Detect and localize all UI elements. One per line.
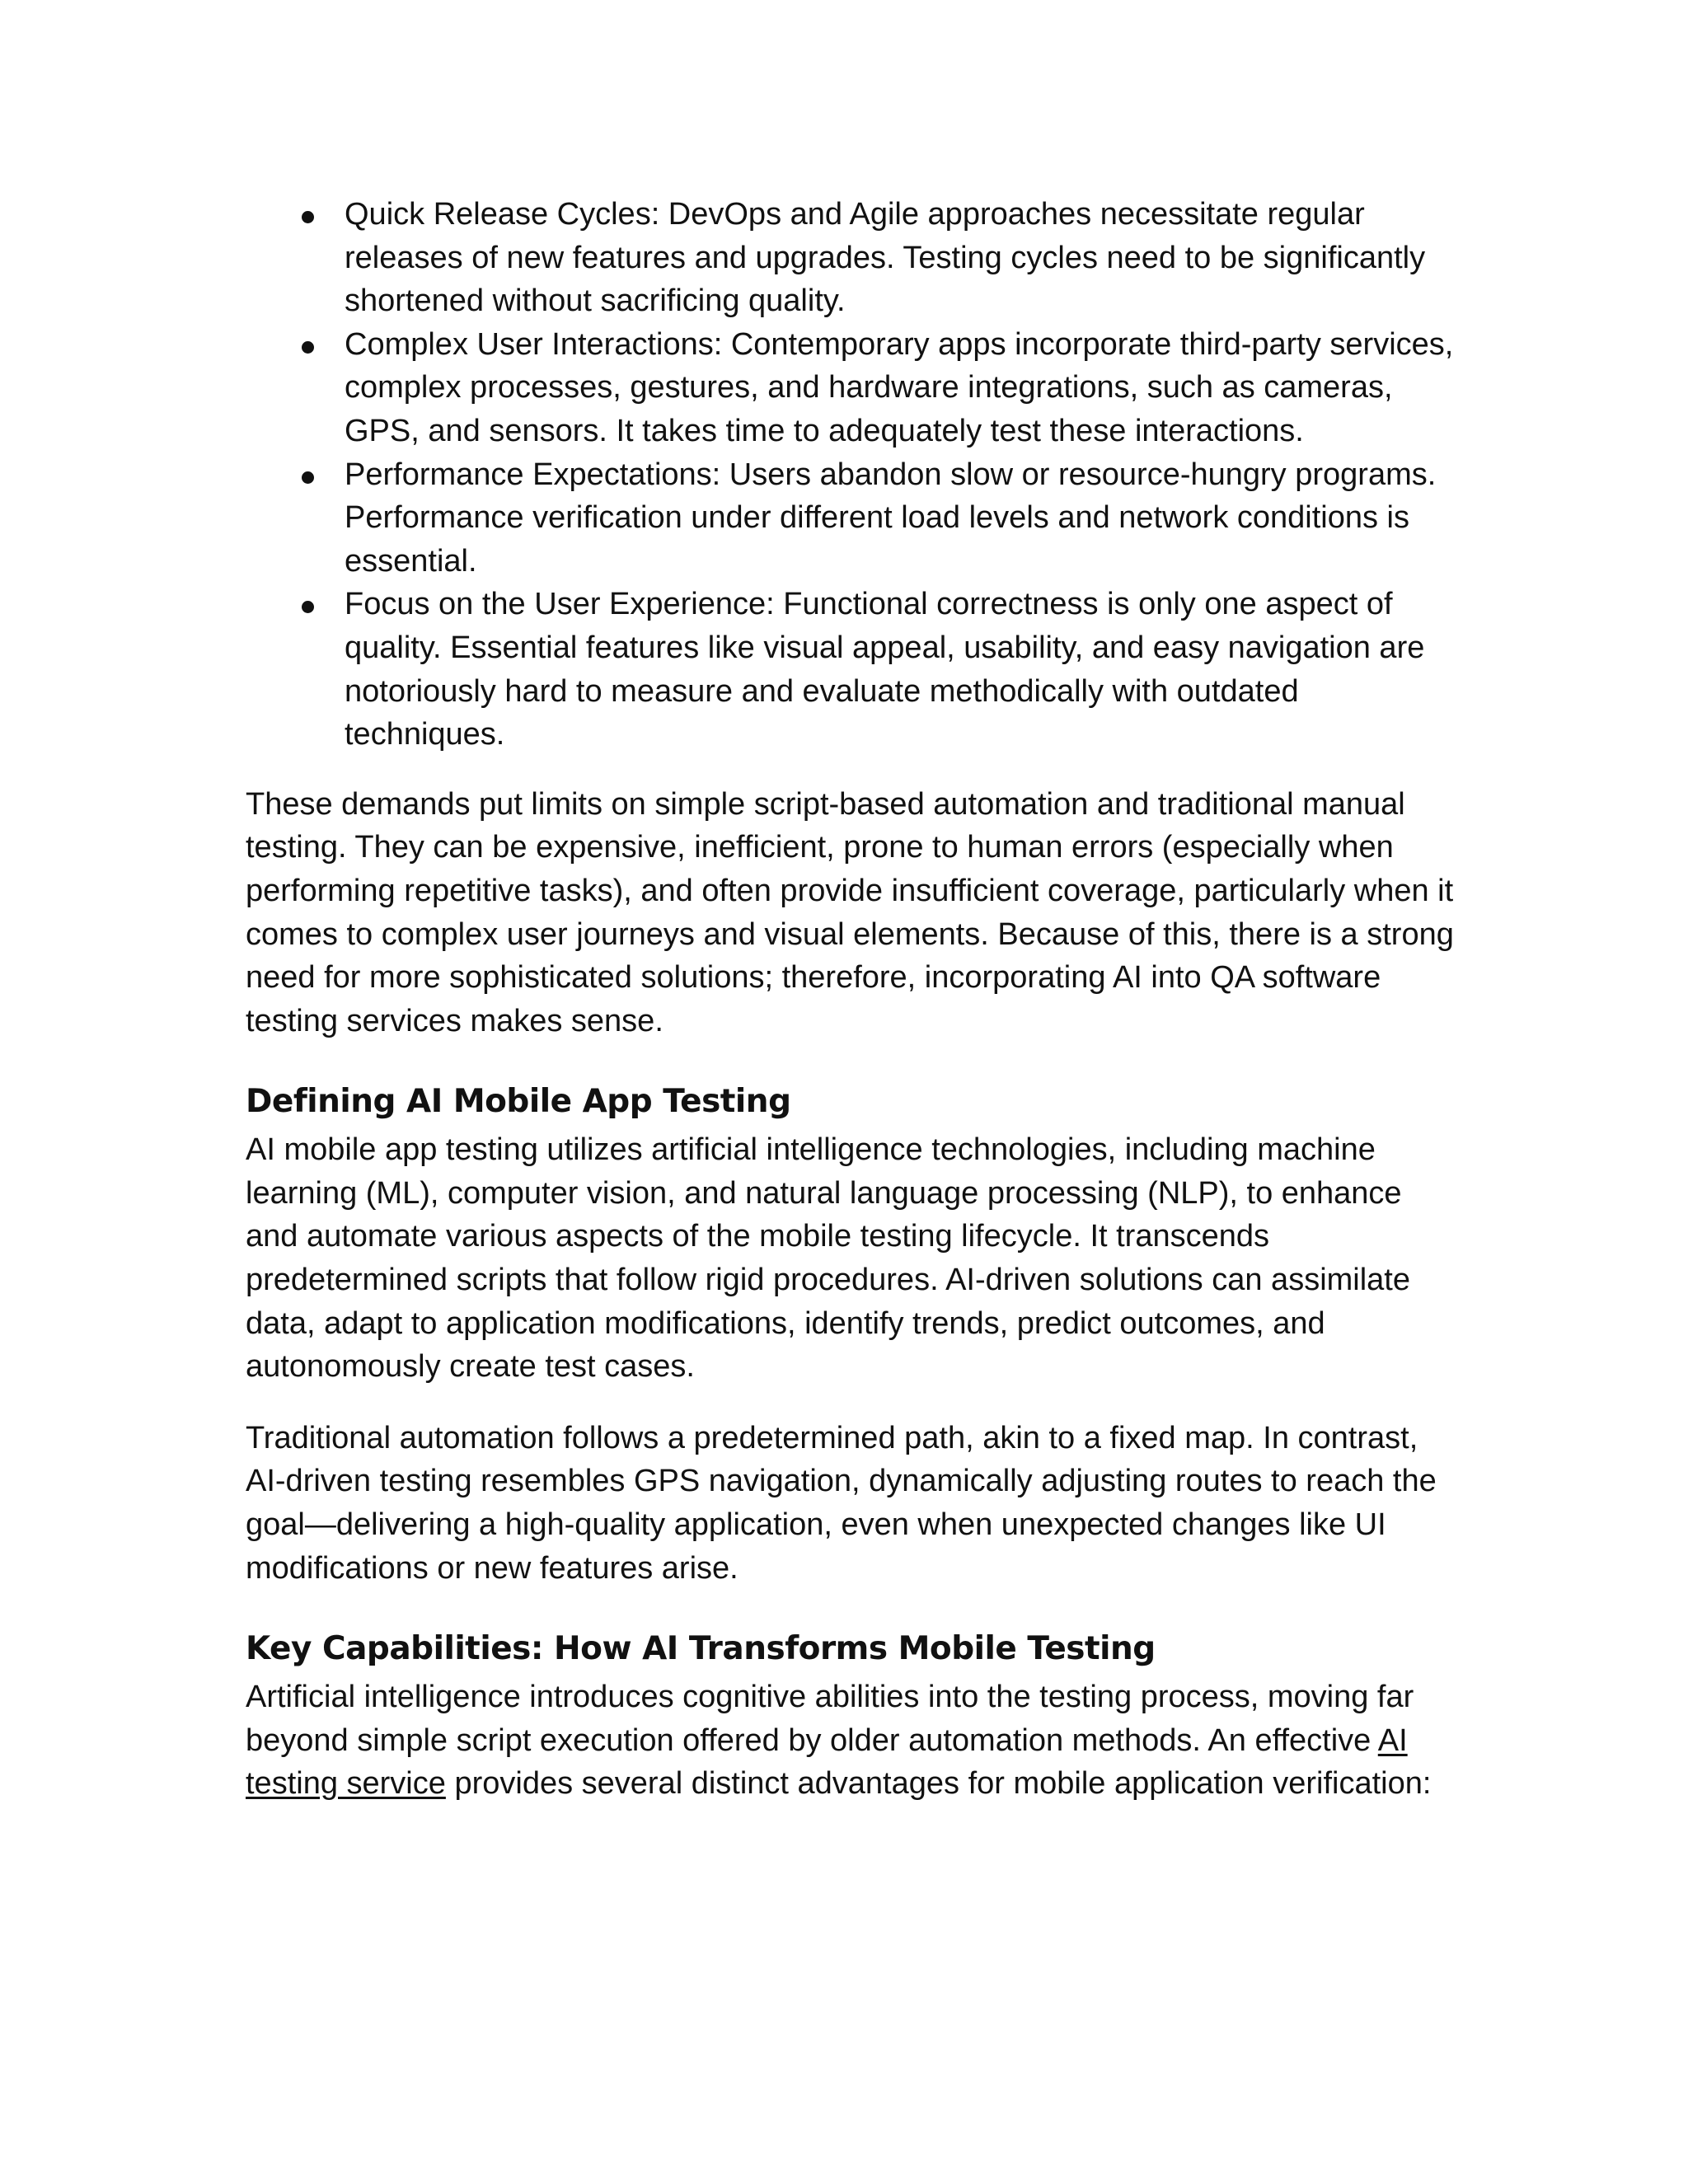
bullet-item-user-experience <box>246 583 1457 756</box>
bullet-item-performance <box>246 453 1457 583</box>
document-content <box>246 193 1457 1834</box>
heading-defining-ai-testing: Defining AI Mobile App Testing <box>246 1083 791 1121</box>
bullet-text: Quick Release Cycles: DevOps and Agile approaches necessitate regular releases of new features and upgrades. Testing cycles need to be significantly shortened without sacrificing quality. <box>345 197 1426 319</box>
heading-key-capabilities: Key Capabilities: How AI Transforms Mobile Testing <box>246 1630 1156 1668</box>
intro-paragraph: These demands put limits on simple script-based automation and traditional manual testing. They can be expensive, inefficient, prone to human errors (especially when performing repetitive tasks), and often provide insufficient coverage, particularly when it comes to complex user journeys and visual elements. Because of this, there is a strong need for more sophisticated solutions; therefore, incorporating AI into QA software testing services makes sense. <box>246 786 1454 1038</box>
bullet-item-quick-release <box>246 193 1457 323</box>
ai-testing-service-link[interactable]: AI testing service <box>246 1722 1408 1802</box>
bullet-text: Complex User Interactions: Contemporary apps incorporate third-party services, complex processes, gestures, and hardware integrations, such as cameras, GPS, and sensors. It takes time to adequately test these interactions. <box>345 326 1454 448</box>
bullet-icon <box>302 471 314 484</box>
bullet-text: Focus on the User Experience: Functional correctness is only one aspect of quality. Essential features like visual appeal, usability, and easy navigation are notoriously hard to measure and evaluate methodically with outdated techniques. <box>345 587 1425 752</box>
bullet-text: Performance Expectations: Users abandon slow or resource-hungry programs. Performance verification under different load levels and network conditions is essential. <box>345 457 1437 579</box>
bullet-item-complex-interactions <box>246 323 1457 453</box>
bullet-icon <box>302 601 314 613</box>
bullet-icon <box>302 341 314 354</box>
defining-paragraph-1: AI mobile app testing utilizes artificial intelligence technologies, including machine learning (ML), computer vision, and natural language processing (NLP), to enhance and automate various aspects of the mobile testing lifecycle. It transcends predetermined scripts that follow rigid procedures. AI-driven solutions can assimilate data, adapt to application modifications, identify trends, predict outcomes, and autonomously create test cases. <box>246 1132 1410 1385</box>
defining-paragraph-2: Traditional automation follows a predetermined path, akin to a fixed map. In contrast, AI-driven testing resembles GPS navigation, dynamically adjusting routes to reach the goal—delivering a high-quality application, even when unexpected changes like UI modifications or new features arise. <box>246 1420 1437 1586</box>
capabilities-text-before-link: Artificial intelligence introduces cognitive abilities into the testing process, moving far beyond simple script execution offered by older automation methods. An effective <box>246 1680 1414 1758</box>
challenges-bullet-list <box>246 193 1457 757</box>
bullet-icon <box>302 211 314 223</box>
capabilities-paragraph <box>246 1675 1457 1806</box>
capabilities-text-after-link: provides several distinct advantages for mobile application verification: <box>445 1766 1432 1802</box>
